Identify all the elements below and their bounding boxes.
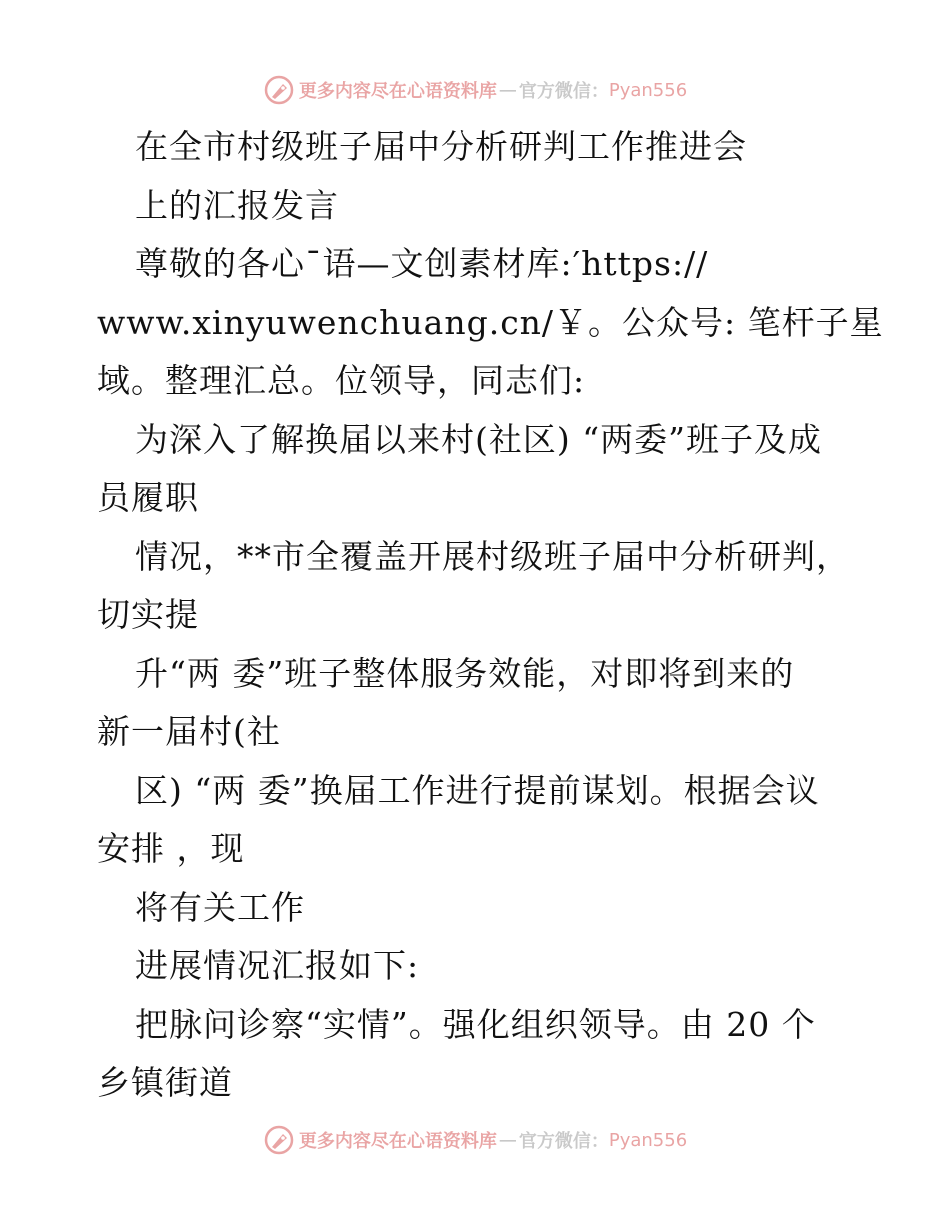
paragraph-line: 区) “两 委”换届工作进行提前谋划。根据会议 [135,770,820,810]
pen-nib-logo-icon [263,74,295,106]
paragraph-line: 升“两 委”班子整体服务效能，对即将到来的 [135,653,795,693]
watermark-separator: — [498,1129,517,1151]
paragraph-line: 员履职 [97,478,199,517]
watermark-wechat-label: 官方微信： [518,1131,609,1152]
footer-watermark [0,1120,950,1160]
watermark-main-text: 更多内容尽在心语资料库 [298,81,497,102]
paragraph-line: 情况，**市全覆盖开展村级班子届中分析研判， [135,536,850,576]
paragraph-line: 切实提 [97,595,199,634]
salutation-line: 尊敬的各心¯语—文创素材库:′https:// [135,244,709,283]
paragraph-line: 为深入了解换届以来村(社区) “两委”班子及成 [135,419,822,459]
watermark-wechat-label: 官方微信： [518,81,609,102]
paragraph-line: 新一届村(社 [97,712,281,751]
paragraph-line: www.xinyuwenchuang.cn/￥。公众号: 笔杆子星 [97,302,884,342]
paragraph-line: 乡镇街道 [97,1063,233,1102]
paragraph-line: 安排 ，现 [97,829,245,868]
document-body [97,118,884,1113]
watermark-main-text: 更多内容尽在心语资料库 [298,1131,497,1152]
watermark-separator: — [498,79,517,101]
pen-nib-logo-icon [263,1124,295,1156]
watermark-wechat-id: Pyan556 [608,79,688,101]
header-watermark [0,70,950,110]
paragraph-line: 把脉问诊察“实情”。强化组织领导。由 20 个 [135,1004,816,1044]
paragraph-line: 进展情况汇报如下: [135,946,420,985]
title-line-2: 上的汇报发言 [135,185,339,225]
watermark-wechat-id: Pyan556 [608,1129,688,1151]
paragraph-line: 将有关工作 [135,887,305,927]
title-line-1: 在全市村级班子届中分析研判工作推进会 [135,127,747,166]
paragraph-line: 域。整理汇总。位领导，同志们: [97,361,586,400]
